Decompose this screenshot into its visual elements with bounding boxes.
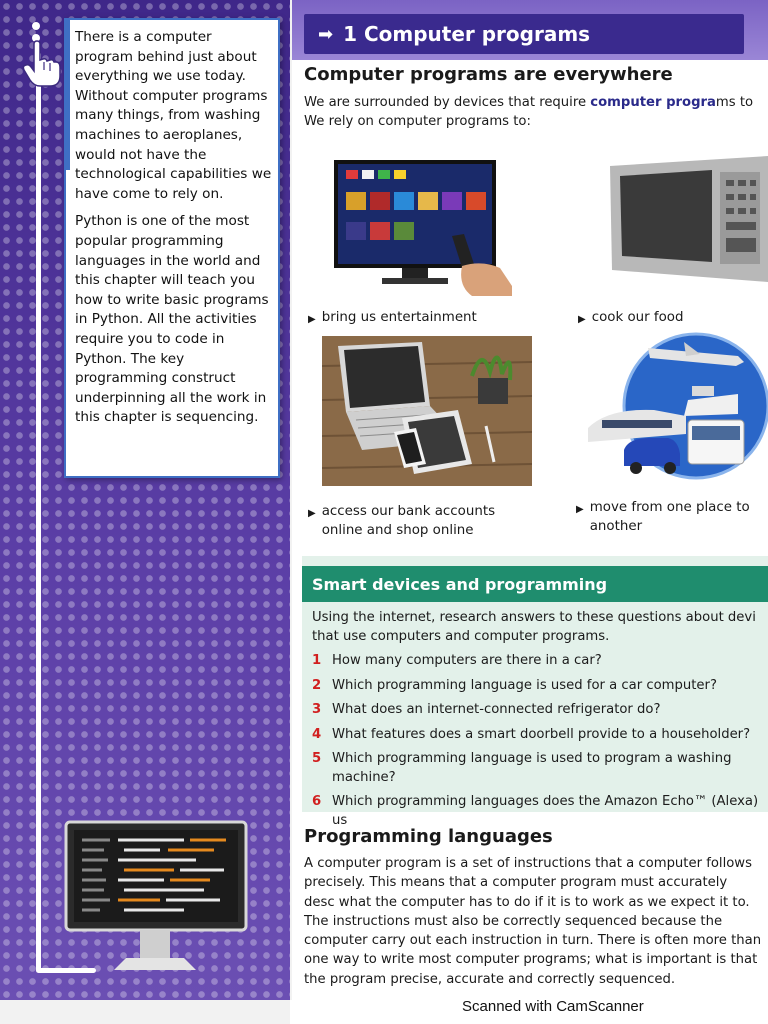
question-text: Which programming languages does the Amazon Echo™ (Alexa) us	[332, 794, 759, 828]
intro-paragraph: Python is one of the most popular programming languages in the world and this chapter will teach you how to write basic programs in Python. All the activities require you to code in Python. The key programming construct underpinning all the work in this chapter is sequencing.	[75, 213, 269, 426]
caption-text: move from one place to another	[589, 500, 750, 534]
caption-text: cook our food	[591, 310, 684, 325]
arrow-right-icon: ➡	[318, 23, 334, 45]
caption	[578, 308, 684, 329]
question-number: 3	[312, 702, 322, 717]
question-number: 4	[312, 726, 322, 742]
pointing-hand-icon	[20, 40, 62, 88]
question-item	[312, 726, 766, 745]
question-item	[312, 677, 766, 696]
section-heading: Computer programs are everywhere	[304, 64, 673, 85]
intro-text: We are surrounded by devices that require	[304, 95, 591, 110]
question-item	[312, 652, 766, 671]
question-text: How many computers are there in a car?	[332, 653, 602, 668]
code-monitor-icon	[64, 820, 250, 980]
chapter-title-bar	[304, 14, 744, 54]
question-number: 1	[312, 653, 322, 668]
tv-photo	[332, 156, 514, 296]
textbook-page	[292, 0, 768, 1000]
caption	[308, 502, 518, 540]
question-item	[312, 793, 766, 830]
card-accent	[64, 20, 70, 170]
microwave-photo	[604, 150, 768, 292]
transport-photo	[588, 330, 768, 480]
laptop-photo	[322, 336, 532, 486]
caption	[576, 498, 768, 536]
question-text: What does an internet-connected refrigerator do?	[332, 702, 661, 717]
sidebar-panel	[0, 0, 290, 1000]
question-number: 6	[312, 794, 322, 809]
triangle-bullet-icon: ▶	[308, 508, 316, 519]
programming-languages-body: A computer program is a set of instructions that a computer follows precisely. This means that a computer program must accurately desc what the computer has to do if it is to work as we expect it to. The instructions must also be correctly sequenced because the computer carry out each instruction in turn. There is often more than one way to write most computer programs; what is important is that the program precise, accurate and correctly sequenced.	[304, 856, 762, 987]
intro-card	[64, 18, 280, 478]
question-item	[312, 701, 766, 720]
highlight-text: computer progra	[590, 95, 716, 110]
smart-devices-intro: Using the internet, research answers to these questions about devi that use computers and computer programs.	[312, 610, 756, 644]
caption	[308, 308, 477, 329]
decorative-line	[36, 52, 41, 972]
smart-devices-header	[302, 566, 768, 602]
decorative-dot	[32, 22, 40, 30]
triangle-bullet-icon: ▶	[578, 314, 586, 325]
caption-text: access our bank accounts online and shop online	[321, 504, 496, 538]
triangle-bullet-icon: ▶	[576, 504, 584, 515]
intro-paragraph: There is a computer program behind just about everything we use today. Without computer programs many things, from washing machines to aeroplanes, would not have the technological capabilities we have come to rely on.	[75, 29, 272, 202]
question-item	[312, 750, 766, 787]
question-text: Which programming language is used for a car computer?	[332, 677, 717, 693]
question-number: 2	[312, 677, 322, 693]
question-text: Which programming language is used to program a washing machine?	[332, 751, 732, 785]
smart-devices-title: Smart devices and programming	[312, 574, 608, 594]
smart-devices-box	[302, 556, 768, 828]
scanner-watermark: Scanned with CamScanner	[462, 998, 644, 1015]
intro-text: ms to	[715, 95, 754, 110]
section-intro	[304, 94, 768, 131]
intro-text: We rely on computer programs to:	[304, 113, 531, 129]
section-heading: Programming languages	[304, 826, 553, 847]
caption-text: bring us entertainment	[321, 310, 477, 325]
question-list	[312, 652, 766, 836]
question-number: 5	[312, 751, 322, 766]
chapter-title: 1 Computer programs	[343, 22, 591, 46]
triangle-bullet-icon: ▶	[308, 314, 316, 325]
question-text: What features does a smart doorbell provide to a householder?	[332, 726, 751, 742]
